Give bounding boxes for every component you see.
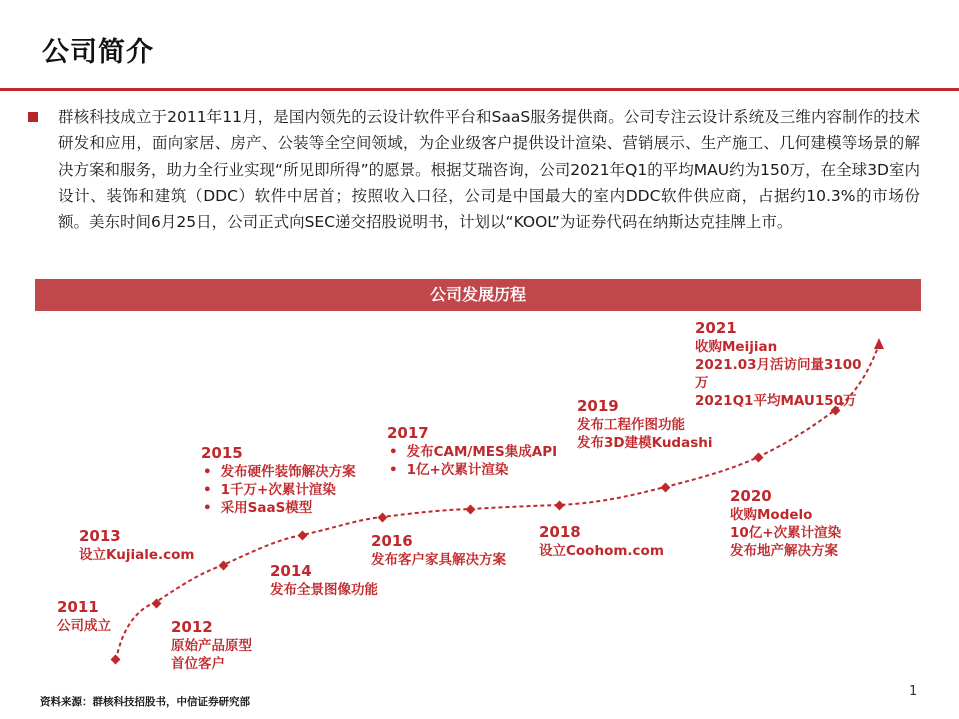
event-year: 2020 [730, 487, 772, 505]
marker-2014 [298, 531, 308, 541]
source-note: 资料来源：群核科技招股书，中信证券研究部 [40, 696, 250, 708]
event-2019 [577, 396, 712, 452]
page-number: 1 [909, 684, 918, 699]
event-line: 收购Modelo [730, 507, 813, 523]
event-line: 发布3D建模Kudashi [577, 435, 713, 451]
event-line: 10亿+次累计渲染 [730, 525, 842, 541]
marker-2015 [378, 513, 388, 523]
event-2014 [270, 561, 378, 599]
event-line: 2021Q1平均MAU150万 [695, 393, 857, 409]
timeline-arrowhead-icon [874, 338, 884, 349]
event-bullet: • 发布CAM/MES集成API [387, 443, 557, 461]
event-year: 2018 [539, 523, 581, 541]
event-2011 [57, 597, 111, 635]
timeline-banner: 公司发展历程 [35, 279, 921, 311]
event-line: 万 [695, 375, 709, 391]
event-bullet: • 发布硬件装饰解决方案 [201, 463, 356, 481]
event-2012 [171, 617, 252, 673]
event-year: 2019 [577, 397, 619, 415]
event-line: 发布全景图像功能 [270, 582, 378, 598]
event-bullet: • 1亿+次累计渲染 [387, 461, 557, 479]
event-year: 2013 [79, 527, 121, 545]
event-line: 2021.03月活访问量3100 [695, 357, 862, 373]
event-line: 设立Coohom.com [539, 543, 664, 559]
event-bullets [201, 463, 356, 517]
event-year: 2014 [270, 562, 312, 580]
event-line: 发布工程作图功能 [577, 417, 685, 433]
event-line: 设立Kujiale.com [79, 547, 195, 563]
event-year: 2015 [201, 444, 243, 462]
event-year: 2017 [387, 424, 429, 442]
event-2016 [371, 531, 506, 569]
marker-2019 [754, 453, 764, 463]
event-line: 发布地产解决方案 [730, 543, 838, 559]
marker-2018 [661, 483, 671, 493]
event-year: 2012 [171, 618, 213, 636]
event-year: 2021 [695, 319, 737, 337]
event-2013 [79, 526, 194, 564]
event-2021 [695, 318, 862, 410]
event-line: 发布客户家具解决方案 [371, 552, 506, 568]
marker-2013 [219, 561, 229, 571]
event-bullets [387, 443, 557, 479]
event-line: 首位客户 [171, 656, 225, 672]
marker-2017 [555, 501, 565, 511]
event-line: 收购Meijian [695, 339, 778, 355]
marker-2016 [466, 505, 476, 515]
page-title: 公司简介 [42, 37, 154, 68]
event-2018 [539, 522, 664, 560]
marker-2011 [111, 655, 121, 665]
event-bullet: • 采用SaaS模型 [201, 499, 356, 517]
event-line: 原始产品原型 [171, 638, 252, 654]
intro-paragraph: 群核科技成立于2011年11月，是国内领先的云设计软件平台和SaaS服务提供商。公司专注云设计系统及三维内容制作的技术研发和应用，面向家居、房产、公装等全空间领域，为企业级客户提供设计渲染、营销展示、生产施工、几何建模等场景的解决方案和服务，助力全行业实现“所见即所得”的愿景。根据艾瑞咨询，公司2021年Q1的平均MAU约为150万，在全球3D室内设计、装饰和建筑（DDC）软件中居首；按照收入口径，公司是中国最大的室内DDC软件供应商，占据约10.3%的市场份额。美东时间6月25日，公司正式向SEC递交招股说明书，计划以“KOOL”为证券代码在纳斯达克挂牌上市。 [58, 108, 920, 232]
event-2017 [387, 423, 557, 479]
event-year: 2011 [57, 598, 99, 616]
event-2015 [201, 443, 356, 517]
event-line: 公司成立 [57, 618, 111, 634]
event-year: 2016 [371, 532, 413, 550]
event-2020 [730, 486, 841, 560]
event-bullet: • 1千万+次累计渲染 [201, 481, 356, 499]
